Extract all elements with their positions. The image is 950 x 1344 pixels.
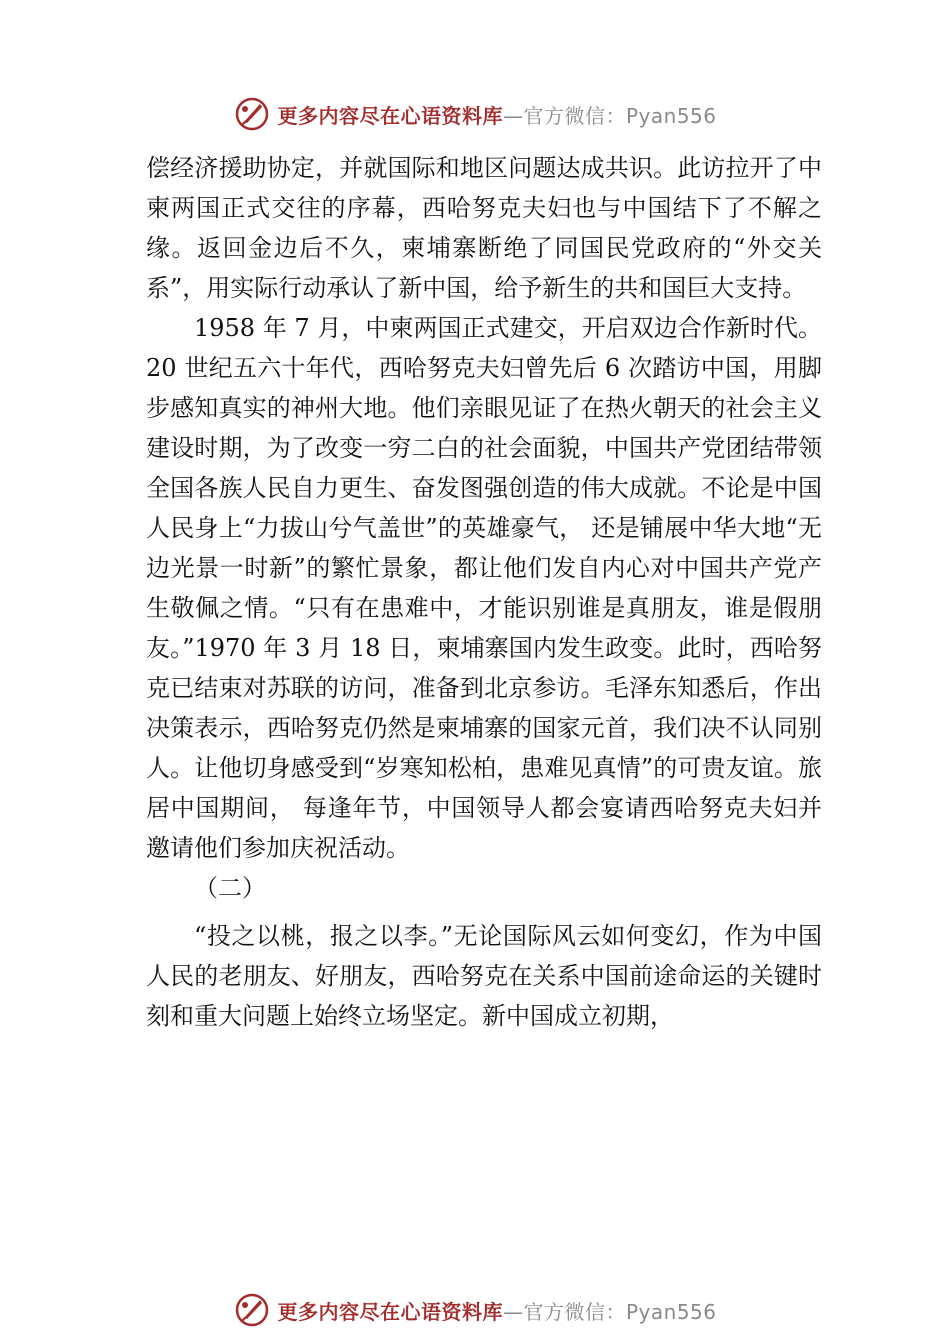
footer-wechat-id: Pyan556 xyxy=(625,1299,717,1324)
footer-main-text: 更多内容尽在心语资料库 xyxy=(277,1299,503,1324)
paragraph-2: 1958 年 7 月，中柬两国正式建交，开启双边合作新时代。20 世纪五六十年代，西哈努克夫妇曾先后 6 次踏访中国，用脚步感知真实的神州大地。他们亲眼见证了在热火朝天的社会主义建设时期，为了改变一穷二白的社会面貌，中国共产党团结带领全国各族人民自力更生、奋发图强创造的伟大成就。不论是中国人民身上“力拔山兮气盖世”的英雄豪气， 还是铺展中华大地“无边光景一时新”的繁忙景象，都让他们发自内心对中国共产党产生敬佩之情。“只有在患难中，才能识别谁是真朋友，谁是假朋友。”1970 年 3 月 18 日，柬埔寨国内发生政变。此时，西哈努克已结束对苏联的访问，准备到北京参访。毛泽东知悉后，作出决策表示，西哈努克仍然是柬埔寨的国家元首，我们决不认同别人。让他切身感受到“岁寒知松柏，患难见真情”的可贵友谊。旅居中国期间， 每逢年节，中国领导人都会宴请西哈努克夫妇并邀请他们参加庆祝活动。 xyxy=(146,314,822,862)
header-main-text: 更多内容尽在心语资料库 xyxy=(277,103,503,128)
section-heading: （二） xyxy=(194,874,266,902)
quill-pen-circle-icon xyxy=(233,95,271,133)
header-label: 官方微信： xyxy=(523,103,626,128)
header-banner xyxy=(0,94,950,134)
header-text xyxy=(277,100,716,129)
footer-text xyxy=(277,1296,716,1325)
document-body xyxy=(146,148,822,1036)
paragraph-3: “投之以桃，报之以李。”无论国际风云如何变幻，作为中国人民的老朋友、好朋友，西哈努克在关系中国前途命运的关键时刻和重大问题上始终立场坚定。新中国成立初期， xyxy=(146,922,822,1030)
header-separator: — xyxy=(502,103,524,128)
footer-separator: — xyxy=(502,1299,524,1324)
header-wechat-id: Pyan556 xyxy=(625,103,717,128)
footer-banner xyxy=(0,1290,950,1330)
footer-label: 官方微信： xyxy=(523,1299,626,1324)
paragraph-1: 偿经济援助协定，并就国际和地区问题达成共识。此访拉开了中柬两国正式交往的序幕，西哈努克夫妇也与中国结下了不解之缘。返回金边后不久，柬埔寨断绝了同国民党政府的“外交关系”，用实际行动承认了新中国，给予新生的共和国巨大支持。 xyxy=(146,154,822,302)
quill-pen-circle-icon xyxy=(233,1291,271,1329)
